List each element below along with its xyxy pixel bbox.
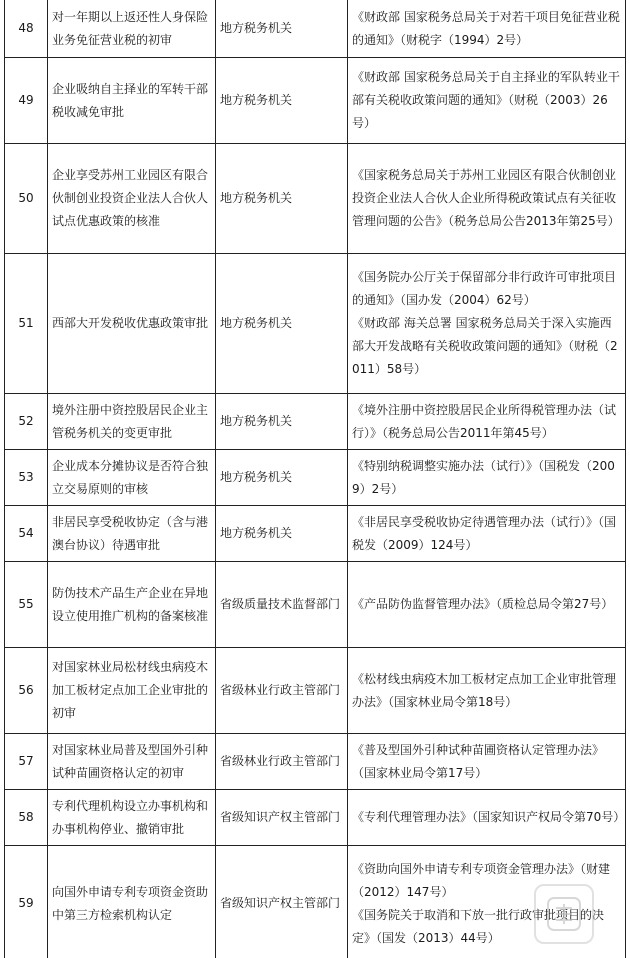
table-row bbox=[5, 790, 626, 846]
item-number: 50 bbox=[5, 144, 48, 254]
legal-basis-text: 《财政部 国家税务总局关于自主择业的军队转业干部有关税收政策问题的通知》（财税（2003）26号） bbox=[352, 70, 620, 130]
table-row bbox=[5, 254, 626, 394]
item-description: 对国家林业局普及型国外引种试种苗圃资格认定的初审 bbox=[48, 734, 216, 790]
table-row bbox=[5, 648, 626, 734]
legal-basis-text: 《财政部 国家税务总局关于对若干项目免征营业税的通知》（财税字（1994）2号） bbox=[352, 9, 620, 47]
approval-items-table bbox=[4, 0, 626, 958]
item-department: 地方税务机关 bbox=[216, 0, 348, 58]
item-legal-basis bbox=[348, 394, 626, 450]
item-description: 企业成本分摊协议是否符合独立交易原则的审核 bbox=[48, 450, 216, 506]
item-number: 53 bbox=[5, 450, 48, 506]
table-row bbox=[5, 58, 626, 144]
legal-basis-text: 《特别纳税调整实施办法（试行）》（国税发（2009）2号） bbox=[352, 458, 615, 496]
item-legal-basis bbox=[348, 450, 626, 506]
item-legal-basis bbox=[348, 506, 626, 562]
item-number: 55 bbox=[5, 562, 48, 648]
legal-basis-text: 《资助向国外申请专利专项资金管理办法》（财建（2012）147号） bbox=[352, 861, 611, 899]
table-row bbox=[5, 394, 626, 450]
item-department: 地方税务机关 bbox=[216, 58, 348, 144]
legal-basis-text: 《非居民享受税收协定待遇管理办法（试行）》（国税发（2009）124号） bbox=[352, 514, 617, 552]
item-department: 地方税务机关 bbox=[216, 450, 348, 506]
item-description: 非居民享受税收协定（含与港澳台协议）待遇审批 bbox=[48, 506, 216, 562]
item-legal-basis bbox=[348, 790, 626, 846]
item-number: 56 bbox=[5, 648, 48, 734]
item-description: 西部大开发税收优惠政策审批 bbox=[48, 254, 216, 394]
legal-basis-text: 《松材线虫病疫木加工板材定点加工企业审批管理办法》（国家林业局令第18号） bbox=[352, 671, 617, 709]
item-legal-basis bbox=[348, 562, 626, 648]
item-number: 59 bbox=[5, 846, 48, 958]
table-row bbox=[5, 506, 626, 562]
legal-basis-text: 《境外注册中资控股居民企业所得税管理办法（试行）》（税务总局公告2011年第45号） bbox=[352, 402, 617, 440]
item-number: 57 bbox=[5, 734, 48, 790]
legal-basis-text: 《国务院办公厅关于保留部分非行政许可审批项目的通知》（国办发（2004）62号） bbox=[352, 270, 617, 307]
item-number: 58 bbox=[5, 790, 48, 846]
table-row bbox=[5, 450, 626, 506]
item-department: 省级知识产权主管部门 bbox=[216, 846, 348, 958]
legal-basis-text: 《产品防伪监督管理办法》（质检总局令第27号） bbox=[352, 597, 614, 611]
item-legal-basis bbox=[348, 254, 626, 394]
item-number: 51 bbox=[5, 254, 48, 394]
item-description: 对一年期以上返还性人身保险业务免征营业税的初审 bbox=[48, 0, 216, 58]
item-number: 49 bbox=[5, 58, 48, 144]
item-department: 省级林业行政主管部门 bbox=[216, 734, 348, 790]
item-description: 企业享受苏州工业园区有限合伙制创业投资企业法人合伙人试点优惠政策的核准 bbox=[48, 144, 216, 254]
item-number: 48 bbox=[5, 0, 48, 58]
seal-icon bbox=[544, 894, 584, 934]
watermark-logo-icon bbox=[534, 884, 594, 944]
item-description: 防伪技术产品生产企业在异地设立使用推广机构的备案核准 bbox=[48, 562, 216, 648]
item-legal-basis bbox=[348, 144, 626, 254]
item-department: 省级质量技术监督部门 bbox=[216, 562, 348, 648]
table-body bbox=[5, 0, 626, 958]
item-department: 地方税务机关 bbox=[216, 254, 348, 394]
item-department: 省级林业行政主管部门 bbox=[216, 648, 348, 734]
item-number: 52 bbox=[5, 394, 48, 450]
legal-basis-text: 《财政部 海关总署 国家税务总局关于深入实施西部大开发战略有关税收政策问题的通知》（财税（2011）58号） bbox=[352, 316, 618, 376]
legal-basis-text: 《国务院关于取消和下放一批行政审批项目的决定》（国发（2013）44号） bbox=[352, 907, 605, 945]
item-department: 地方税务机关 bbox=[216, 506, 348, 562]
item-description: 企业吸纳自主择业的军转干部税收减免审批 bbox=[48, 58, 216, 144]
table-row bbox=[5, 0, 626, 58]
item-legal-basis bbox=[348, 648, 626, 734]
legal-basis-text: 《专利代理管理办法》（国家知识产权局令第70号） bbox=[352, 810, 626, 824]
item-number: 54 bbox=[5, 506, 48, 562]
legal-basis-text: 《普及型国外引种试种苗圃资格认定管理办法》（国家林业局令第17号） bbox=[352, 742, 605, 780]
table-row bbox=[5, 846, 626, 958]
legal-basis-text: 《国家税务总局关于苏州工业园区有限合伙制创业投资企业法人合伙人企业所得税政策试点有关征收管理问题的公告》（税务总局公告2013年第25号） bbox=[352, 168, 620, 228]
item-description: 对国家林业局松材线虫病疫木加工板材定点加工企业审批的初审 bbox=[48, 648, 216, 734]
table-row bbox=[5, 562, 626, 648]
item-legal-basis bbox=[348, 58, 626, 144]
table-row bbox=[5, 734, 626, 790]
item-department: 地方税务机关 bbox=[216, 144, 348, 254]
table-row bbox=[5, 144, 626, 254]
item-description: 向国外申请专利专项资金资助中第三方检索机构认定 bbox=[48, 846, 216, 958]
item-department: 地方税务机关 bbox=[216, 394, 348, 450]
item-legal-basis bbox=[348, 734, 626, 790]
item-description: 境外注册中资控股居民企业主管税务机关的变更审批 bbox=[48, 394, 216, 450]
item-description: 专利代理机构设立办事机构和办事机构停业、撤销审批 bbox=[48, 790, 216, 846]
item-department: 省级知识产权主管部门 bbox=[216, 790, 348, 846]
item-legal-basis bbox=[348, 0, 626, 58]
